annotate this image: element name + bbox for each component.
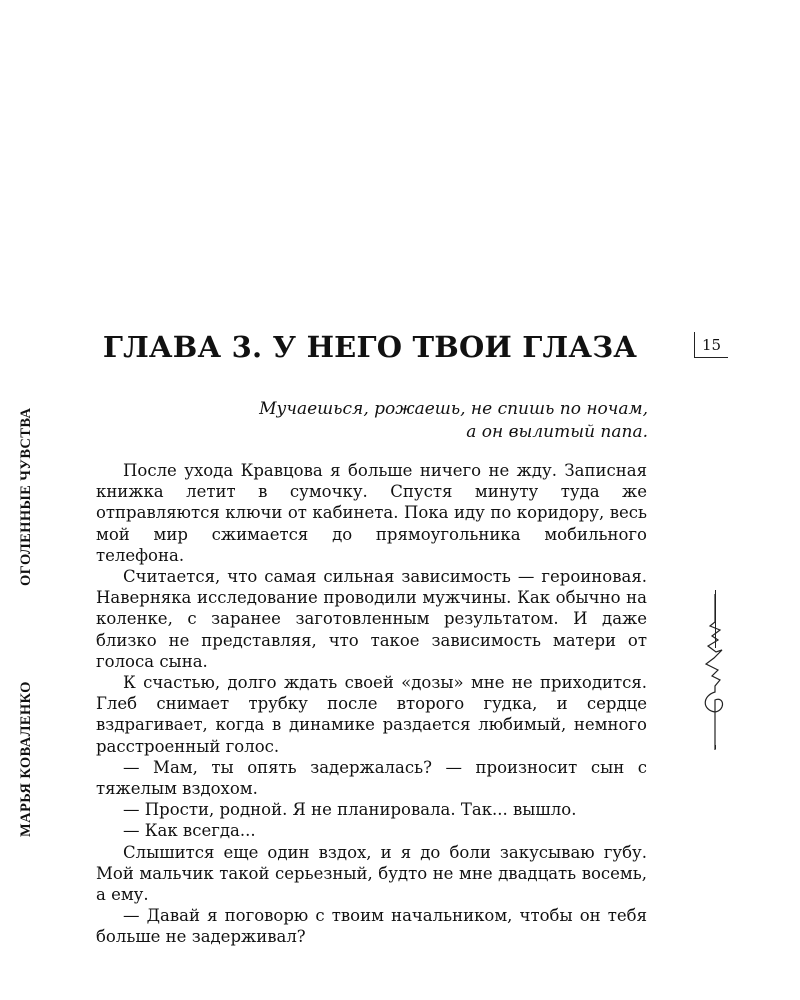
divider-line xyxy=(715,745,716,749)
paragraph: К счастью, долго ждать своей «дозы» мне не приходится. Глеб снимает трубку после второго гудка, и сердце вздрагивает, когда в динамике раздается любимый, немного расстроенный голос. xyxy=(96,673,647,756)
paragraph: — Прости, родной. Я не планировала. Так... вышло. xyxy=(123,800,577,820)
epigraph xyxy=(208,398,648,444)
epigraph-line-2: а он вылитый папа. xyxy=(466,422,648,442)
paragraph: — Мам, ты опять задержалась? — произносит сын с тяжелым вздохом. xyxy=(96,757,647,799)
paragraph: Считается, что самая сильная зависимость — героиновая. Наверняка исследование проводили мужчины. Как обычно на коленке, с заранее заготовленным результатом. И даже близко не представляя, что такое зависимость матери от голоса сына. xyxy=(96,567,647,671)
running-title: ОГОЛЕННЫЕ ЧУВСТВА xyxy=(18,407,34,586)
chapter-title: ГЛАВА 3. У НЕГО ТВОИ ГЛАЗА xyxy=(102,330,638,364)
paragraph: После ухода Кравцова я больше ничего не жду. Записная книжка летит в сумочку. Спустя минуту туда же отправляются ключи от кабинета. Пока иду по коридору, весь мой мир сжимается до прямоугольника мобильного телефона. xyxy=(96,461,647,565)
ornament-flourish xyxy=(690,592,740,752)
paragraph: — Давай я поговорю с твоим начальником, чтобы он тебя больше не задерживал? xyxy=(96,906,647,947)
paragraph: — Как всегда... xyxy=(123,821,256,841)
running-author: МАРЬЯ КОВАЛЕНКО xyxy=(18,681,34,837)
body-text xyxy=(96,460,647,948)
epigraph-line-1: Мучаешься, рожаешь, не спишь по ночам, xyxy=(259,399,648,419)
page-number: 15 xyxy=(694,332,728,358)
paragraph: Слышится еще один вздох, и я до боли закусываю губу. Мой мальчик такой серьезный, будто не мне двадцать восемь, а ему. xyxy=(96,842,647,905)
